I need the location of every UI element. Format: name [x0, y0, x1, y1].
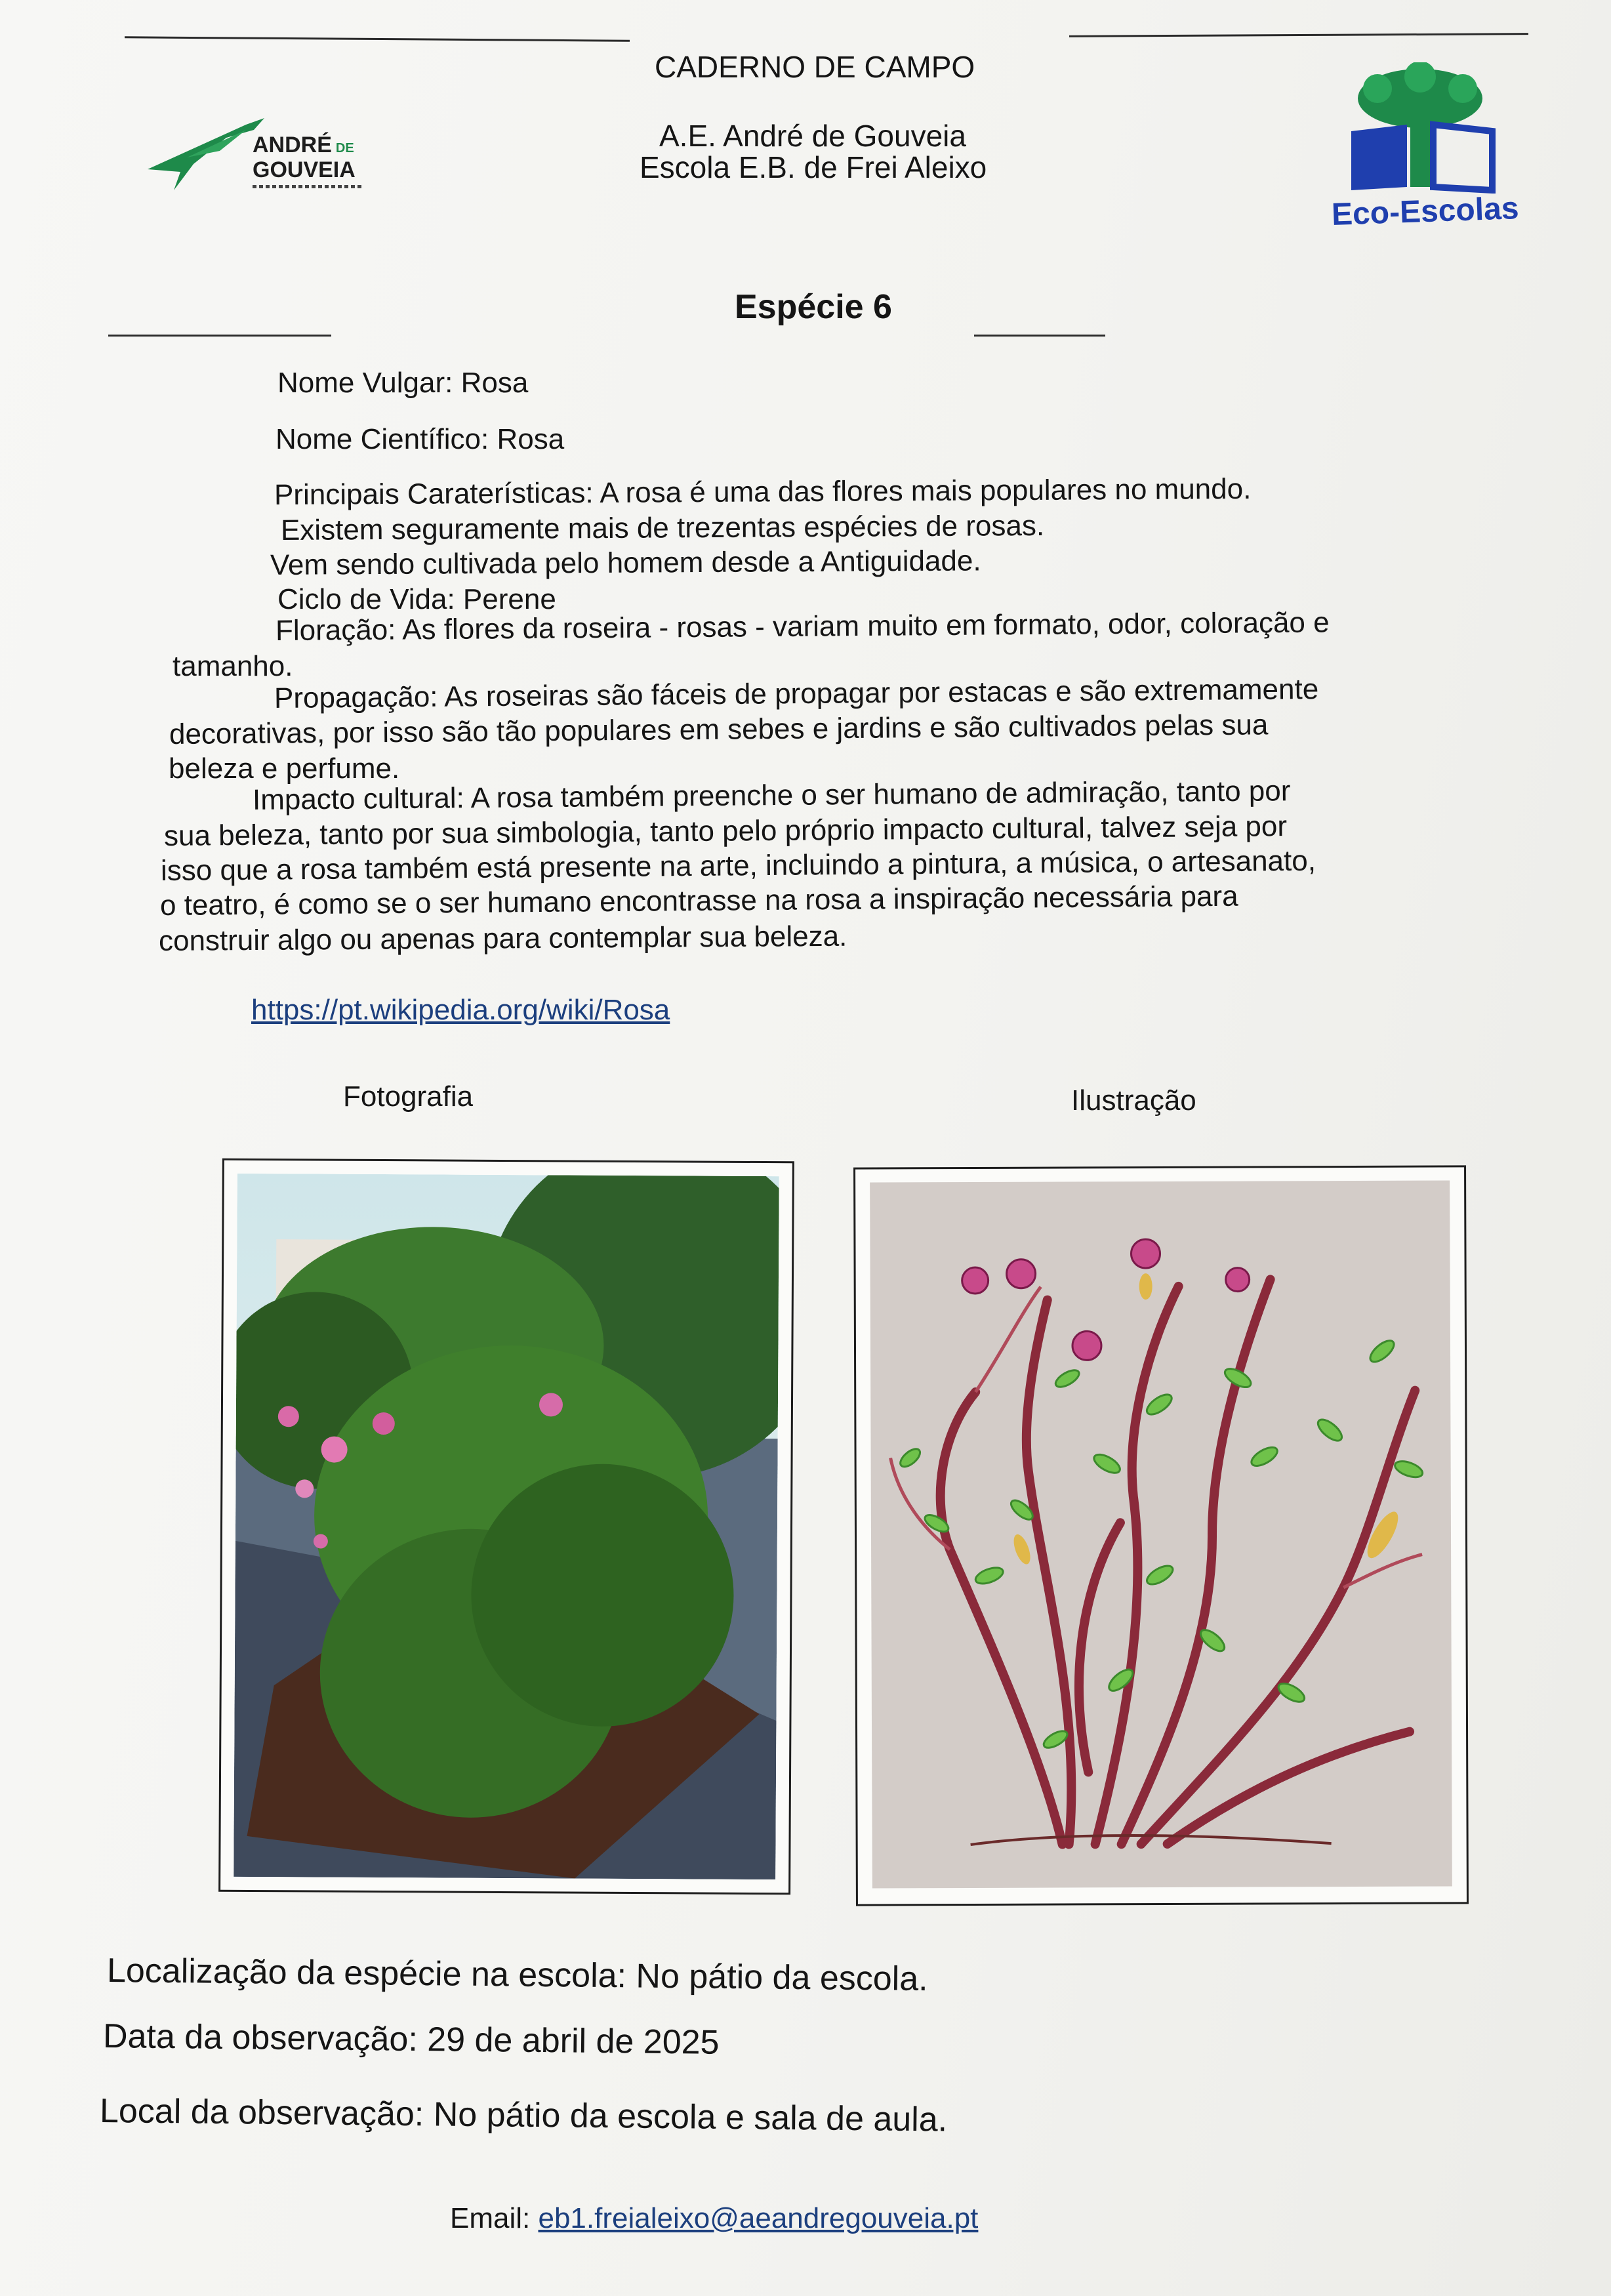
- logo-tagline: [253, 185, 364, 188]
- header-rule-left: [125, 36, 630, 41]
- header-rule-right: [1069, 33, 1528, 37]
- body-line: Floração: As flores da roseira - rosas - variam muito em formato, odor, coloração e: [275, 606, 1330, 647]
- body-line: Ciclo de Vida: Perene: [277, 583, 556, 615]
- heading-rule-left: [108, 335, 331, 337]
- eco-escolas-label: Eco-Escolas: [1331, 191, 1520, 232]
- andre-de-gouveia-logo: [148, 118, 384, 197]
- body-line: decorativas, por isso são tão populares em sebes e jardins e são cultivados pelas sua: [169, 708, 1269, 750]
- email-link[interactable]: eb1.freialeixo@aeandregouveia.pt: [538, 2202, 979, 2234]
- illustration-caption: Ilustração: [1071, 1084, 1196, 1117]
- body-line: construir algo ou apenas para contemplar sua beleza.: [158, 920, 847, 957]
- logo-text-line2: GOUVEIA: [253, 157, 356, 182]
- body-line: sua beleza, tanto por sua simbologia, tanto pelo próprio impacto cultural, talvez seja por: [163, 810, 1288, 852]
- body-line: Existem seguramente mais de trezentas espécies de rosas.: [280, 509, 1045, 546]
- body-line: isso que a rosa também está presente na arte, incluindo a pintura, a música, o artesanato,: [160, 844, 1316, 887]
- rose-bush-photo: [234, 1174, 779, 1879]
- body-line: Vem sendo cultivada pelo homem desde a Antiguidade.: [270, 544, 981, 581]
- logo-text-line1: ANDRÉ DE: [253, 133, 354, 157]
- body-line: o teatro, é como se o ser humano encontrasse na rosa a inspiração necessária para: [159, 880, 1238, 922]
- photo-frame: [218, 1158, 794, 1895]
- species-heading: Espécie 6: [735, 288, 892, 326]
- email-row: [450, 2204, 978, 2233]
- body-line: beleza e perfume.: [169, 752, 400, 785]
- body-line: Propagação: As roseiras são fáceis de propagar por estacas e são extremamente: [274, 673, 1319, 714]
- body-line: tamanho.: [173, 650, 293, 682]
- rose-bush-drawing: [870, 1180, 1452, 1888]
- heading-rule-right: [974, 335, 1105, 337]
- body-line: Principais Caraterísticas: A rosa é uma das flores mais populares no mundo.: [274, 472, 1252, 511]
- common-name: Nome Vulgar: Rosa: [277, 367, 529, 399]
- bird-logo-icon: [148, 118, 266, 190]
- illustration-frame: [853, 1165, 1469, 1906]
- eco-escolas-logo: [1332, 62, 1528, 233]
- photo-caption: Fotografia: [343, 1080, 474, 1113]
- source-link[interactable]: https://pt.wikipedia.org/wiki/Rosa: [251, 994, 670, 1026]
- email-label: Email:: [450, 2202, 531, 2234]
- observation-place: Local da observação: No pátio da escola e sala de aula.: [99, 2092, 948, 2139]
- school-name: Escola E.B. de Frei Aleixo: [640, 150, 987, 184]
- body-line: Impacto cultural: A rosa também preenche o ser humano de admiração, tanto por: [252, 775, 1291, 816]
- scientific-name: Nome Científico: Rosa: [275, 423, 565, 455]
- eco-escolas-tree-book-icon: [1338, 62, 1509, 194]
- notebook-title: CADERNO DE CAMPO: [655, 50, 975, 84]
- species-location: Localização da espécie na escola: No pátio da escola.: [106, 1952, 928, 1999]
- school-group: A.E. André de Gouveia: [659, 119, 966, 153]
- observation-date: Data da observação: 29 de abril de 2025: [102, 2017, 720, 2062]
